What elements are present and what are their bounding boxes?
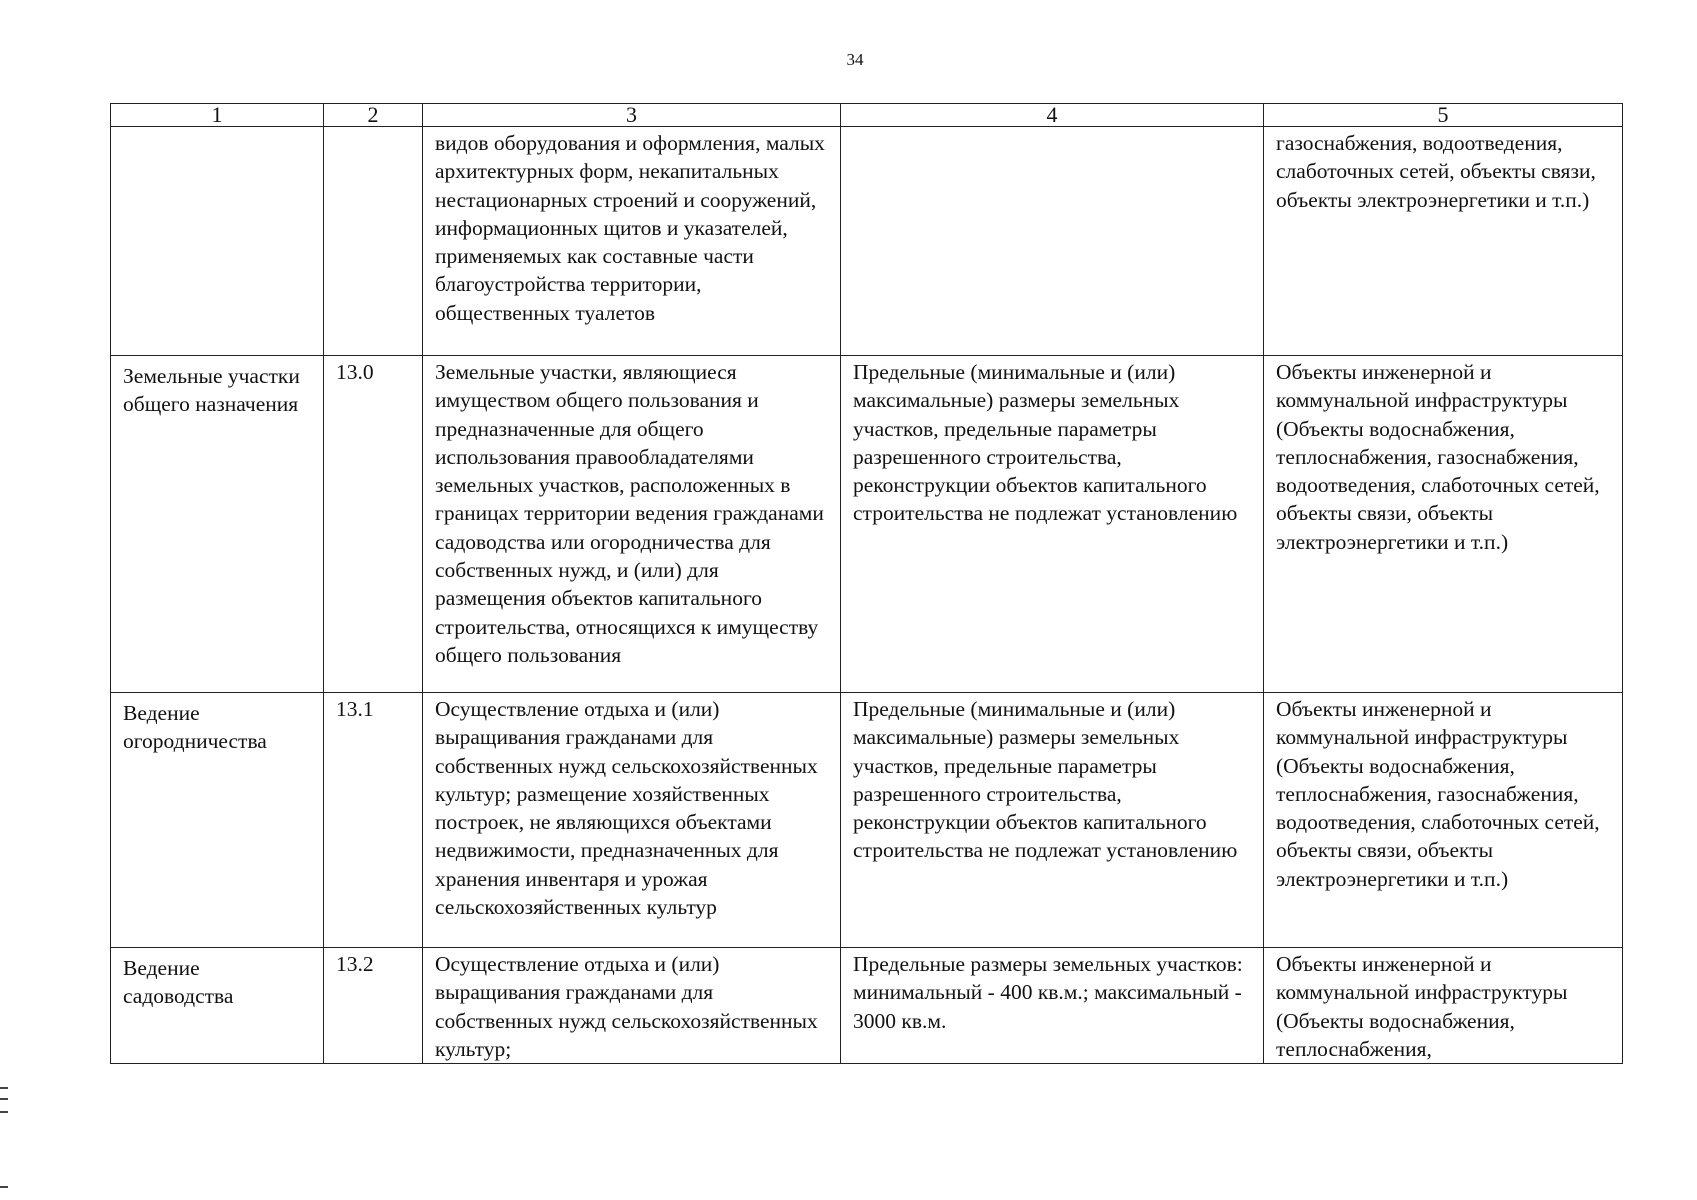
infrastructure-cell: газоснабжения, водоотведения, слаботочных сетей, объекты связи, объекты электроэнергетики и т.п.) xyxy=(1264,127,1623,356)
parameters-cell: Предельные размеры земельных участков: минимальный - 400 кв.м.; максимальный - 3000 кв.м. xyxy=(841,948,1264,1064)
table-row xyxy=(111,127,1623,356)
table-row xyxy=(111,693,1623,948)
land-use-name-cell: Ведение садоводства xyxy=(111,948,324,1064)
land-use-code-cell: 13.1 xyxy=(324,693,423,948)
parameters-cell: Предельные (минимальные и (или) максимальные) размеры земельных участков, предельные параметры разрешенного строительства, реконструкции объектов капитального строительства не подлежат установлению xyxy=(841,693,1264,948)
parameters-cell xyxy=(841,127,1264,356)
land-use-table xyxy=(110,103,1623,1064)
land-use-description-cell: Осуществление отдыха и (или) выращивания гражданами для собственных нужд сельскохозяйственных культур; размещение хозяйственных построек, не являющихся объектами недвижимости, предназначенных для хранения инвентаря и урожая сельскохозяйственных культур xyxy=(423,693,841,948)
parameters-cell: Предельные (минимальные и (или) максимальные) размеры земельных участков, предельные параметры разрешенного строительства, реконструкции объектов капитального строительства не подлежат установлению xyxy=(841,356,1264,693)
column-header-3: 3 xyxy=(423,104,841,127)
column-header-4: 4 xyxy=(841,104,1264,127)
land-use-description-cell: Осуществление отдыха и (или) выращивания гражданами для собственных нужд сельскохозяйственных культур; xyxy=(423,948,841,1064)
column-header-1: 1 xyxy=(111,104,324,127)
land-use-code-cell xyxy=(324,127,423,356)
land-use-name-cell: Ведение огородничества xyxy=(111,693,324,948)
infrastructure-cell: Объекты инженерной и коммунальной инфраструктуры (Объекты водоснабжения, теплоснабжения, газоснабжения, водоотведения, слаботочных сетей, объекты связи, объекты электроэнергетики и т.п.) xyxy=(1264,693,1623,948)
binding-margin-tick xyxy=(0,1186,8,1188)
table-row xyxy=(111,948,1623,1064)
binding-margin-mark xyxy=(0,1087,8,1113)
land-use-description-cell: видов оборудования и оформления, малых архитектурных форм, некапитальных нестационарных строений и сооружений, информационных щитов и указателей, применяемых как составные части благоустройства территории, общественных туалетов xyxy=(423,127,841,356)
land-use-table-container xyxy=(110,103,1622,1064)
column-number-row xyxy=(111,104,1623,127)
land-use-name-cell: Земельные участки общего назначения xyxy=(111,356,324,693)
column-header-5: 5 xyxy=(1264,104,1623,127)
land-use-description-cell: Земельные участки, являющиеся имуществом общего пользования и предназначенные для общего использования правообладателями земельных участков, расположенных в границах территории ведения гражданами садоводства или огородничества для собственных нужд, и (или) для размещения объектов капитального строительства, относящихся к имуществу общего пользования xyxy=(423,356,841,693)
land-use-name-cell xyxy=(111,127,324,356)
land-use-code-cell: 13.2 xyxy=(324,948,423,1064)
infrastructure-cell: Объекты инженерной и коммунальной инфраструктуры (Объекты водоснабжения, теплоснабжения, газоснабжения, водоотведения, слаботочных сетей, объекты связи, объекты электроэнергетики и т.п.) xyxy=(1264,356,1623,693)
page-number: 34 xyxy=(846,50,864,69)
table-row xyxy=(111,356,1623,693)
land-use-code-cell: 13.0 xyxy=(324,356,423,693)
infrastructure-cell: Объекты инженерной и коммунальной инфраструктуры (Объекты водоснабжения, теплоснабжения, xyxy=(1264,948,1623,1064)
column-header-2: 2 xyxy=(324,104,423,127)
